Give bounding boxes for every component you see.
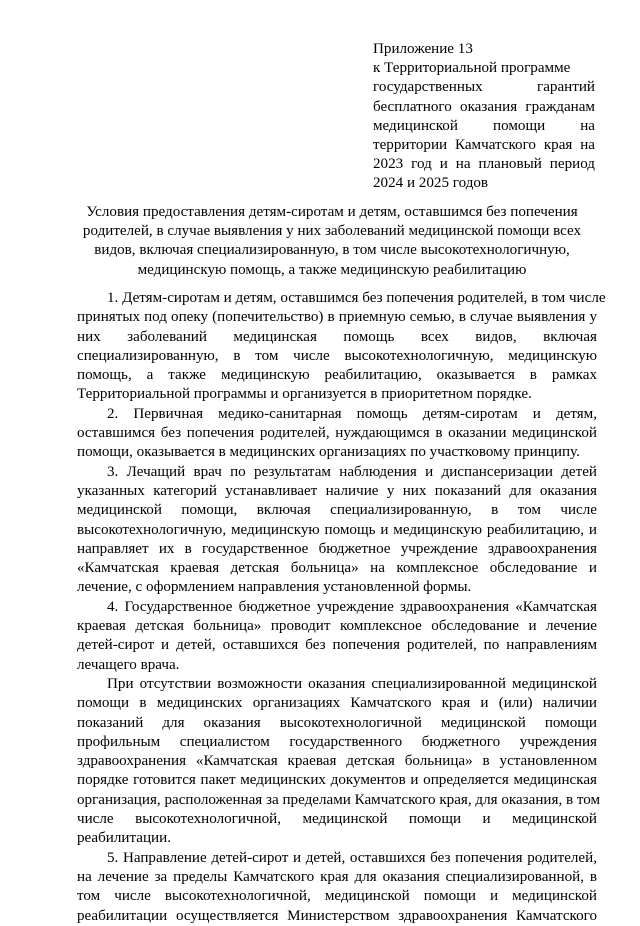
text-line: том числе высокотехнологичной, медицинской помощи и медицинской [77,888,597,905]
text-line: «Камчатская краевая детская больница» на комплексное обследование и [77,560,597,577]
text-line: 5. Направление детей-сирот и детей, оставшихся без попечения родителей, [107,849,597,866]
text-line: них заболеваний медицинская помощь всех видов, включая [77,328,597,345]
text-line: здравоохранения «Камчатская краевая детская больница» в установленном [77,753,597,770]
text-line: организация, расположенная за пределами Камчатского края, для оказания, в том [77,791,601,808]
text-line: медицинской помощи, включая специализированную, в том числе [77,502,597,519]
title-line: Условия предоставления детям-сиротам и детям, оставшимся без попечения [86,204,578,220]
text-line: Территориальной программы и организуется в приоритетном порядке. [77,386,532,403]
paragraph-1 [77,289,606,405]
text-line: помощи, оказывается в медицинских организациях по участковому принципу. [77,444,580,461]
text-line: указанных категорий устанавливает наличие у них показаний для оказания [77,482,597,499]
text-line: краевая детская больница» проводит комплексное обследование и лечение [77,618,597,635]
appendix-line: бесплатного оказания гражданам [373,98,595,115]
appendix-line: медицинской помощи на [373,117,595,134]
text-line: высокотехнологичную, медицинскую помощь и медицинскую реабилитацию, и [77,521,597,538]
text-line: 1. Детям-сиротам и детям, оставшимся без попечения родителей, в том числе [107,290,606,306]
paragraph-5 [77,849,597,926]
text-line: 2. Первичная медико-санитарная помощь детям-сиротам и детям, [107,405,597,422]
paragraph-4-continued [77,675,601,849]
document-body [77,289,606,926]
text-line: числе высокотехнологичной, медицинской помощи и медицинской [77,811,597,828]
paragraph-3 [77,463,597,598]
text-line: 4. Государственное бюджетное учреждение здравоохранения «Камчатская [107,598,597,615]
text-line: реабилитации. [77,830,171,847]
paragraph-2 [77,405,597,463]
appendix-line: к Территориальной программе [373,60,571,77]
text-line: принятых под опеку (попечительство) в приемную семью, в случае выявления у [77,309,597,326]
appendix-line: Приложение 13 [373,41,473,57]
text-line: детей-сирот и детей, оставшихся без попечения родителей, по направлениям [77,637,597,654]
text-line: профильным специалистом государственного бюджетного учреждения [77,733,597,750]
text-line: При отсутствии возможности оказания специализированной медицинской [107,675,597,692]
text-line: лечение, с оформлением направления установленной формы. [77,579,472,596]
appendix-line: территории Камчатского края на [373,137,595,154]
text-line: помощь, а также медицинскую реабилитацию, оказывается в рамках [77,367,597,384]
text-line: лечащего врача. [77,656,180,673]
appendix-header [373,40,595,194]
text-line: оставшимся без попечения родителей, нуждающимся в оказании медицинской [77,425,597,442]
paragraph-4 [77,598,597,675]
text-line: направляет их в государственное бюджетное учреждение здравоохранения [77,540,597,557]
appendix-line: 2023 год и на плановый период [373,156,595,173]
appendix-line: государственных гарантий [373,79,595,96]
text-line: реабилитации осуществляется Министерством здравоохранения Камчатского [77,907,597,924]
text-line: помощи в медицинских организациях Камчатского края и (или) наличии [77,695,597,712]
title-line: видов, включая специализированную, в том числе высокотехнологичную, [94,242,570,259]
appendix-line: 2024 и 2025 годов [373,175,489,192]
text-line: показаний для оказания высокотехнологичной медицинской помощи [77,714,597,731]
document-title [76,203,588,280]
title-line: родителей, в случае выявления у них заболеваний медицинской помощи всех [82,223,582,240]
text-line: порядке готовится пакет медицинских документов и определяется медицинская [77,772,597,789]
text-line: на лечение за пределы Камчатского края для оказания специализированной, в [77,868,597,885]
text-line: 3. Лечащий врач по результатам наблюдения и диспансеризации детей [107,463,597,480]
text-line: специализированную, в том числе высокотехнологичную, медицинскую [77,347,597,364]
title-line: медицинскую помощь, а также медицинскую реабилитацию [137,261,527,278]
